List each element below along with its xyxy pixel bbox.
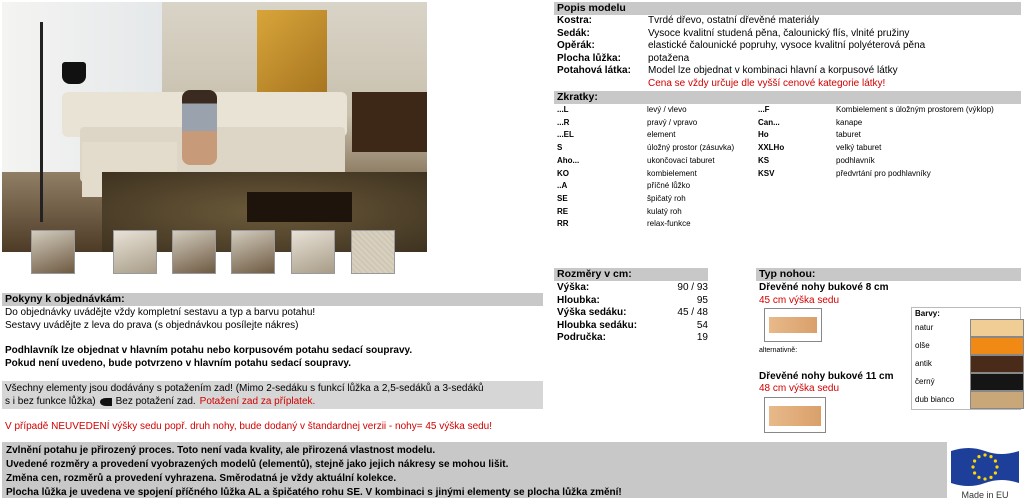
color-name: natur bbox=[915, 323, 934, 332]
abbr-code: KS bbox=[758, 155, 770, 165]
popis-label: Potahová látka: bbox=[557, 65, 631, 76]
eu-flag-icon bbox=[949, 443, 1021, 487]
sideboard bbox=[352, 92, 427, 152]
footer-notes bbox=[2, 442, 947, 498]
abbr-desc: Kombielement s úložným prostorem (výklop) bbox=[836, 105, 994, 114]
zkratky-left bbox=[557, 104, 757, 231]
abbr-code: ...R bbox=[557, 117, 570, 127]
popis-label: Plocha lůžka: bbox=[557, 52, 621, 64]
dim-label: Výška sedáku: bbox=[557, 307, 627, 318]
color-swatch[interactable] bbox=[970, 337, 1024, 355]
thumbnail-5[interactable] bbox=[291, 230, 335, 274]
dim-value: 54 bbox=[696, 319, 708, 331]
popis-value: Tvrdé dřevo, ostatní dřevěné materiály bbox=[648, 15, 820, 26]
abbr-code: ...F bbox=[758, 105, 770, 114]
wall-painting bbox=[257, 10, 327, 95]
dim-value: 45 / 48 bbox=[677, 307, 708, 318]
eu-star bbox=[983, 477, 986, 480]
eu-star bbox=[995, 465, 998, 468]
popis-value: potažena bbox=[648, 52, 690, 64]
coffee-table bbox=[247, 192, 352, 222]
barvy-box bbox=[911, 307, 1021, 410]
popis-header: Popis modelu bbox=[554, 2, 1021, 15]
abbr-code: KO bbox=[557, 168, 569, 178]
eu-badge-label: Made in EU bbox=[961, 490, 1009, 500]
zkratky-right bbox=[758, 104, 1021, 180]
leg2-note: 48 cm výška sedu bbox=[759, 383, 840, 394]
dim-value: 90 / 93 bbox=[677, 282, 708, 293]
rozmery-table bbox=[557, 282, 708, 345]
pokyny-gray-box bbox=[2, 381, 543, 409]
color-name: dub bianco bbox=[915, 395, 955, 404]
lamp-shade bbox=[62, 62, 86, 84]
popis-table bbox=[557, 15, 1021, 90]
pokyny-line1: Do objednávky uvádějte vždy kompletní sestavu a typ a barvu potahu! bbox=[5, 307, 316, 318]
leg1-title: Dřevěné nohy bukové 8 cm bbox=[759, 282, 889, 293]
popis-value: Vysoce kvalitní studená pěna, čalounický flís, vlnité pružiny bbox=[648, 27, 910, 39]
color-swatch[interactable] bbox=[970, 391, 1024, 409]
pokyny-gray2a: s i bez funkce lůžka) bbox=[5, 395, 96, 407]
pokyny-line2: Sestavy uvádějte z leva do prava (s objednávkou posílejte nákres) bbox=[5, 320, 299, 331]
abbr-code: Aho... bbox=[557, 155, 580, 165]
color-name: olše bbox=[915, 341, 930, 350]
abbr-code: Can... bbox=[758, 117, 780, 127]
abbr-desc: ukončovací taburet bbox=[647, 155, 715, 165]
abbr-code: XXLHo bbox=[758, 143, 785, 153]
footer-line: Změna cen, rozměrů a provedení vyhrazena. Směrodatná je vždy aktuální kolekce. bbox=[6, 473, 397, 484]
thumbnail-1[interactable] bbox=[31, 230, 75, 274]
alternative-label: alternativně: bbox=[759, 347, 798, 354]
abbr-desc: relax-funkce bbox=[647, 219, 691, 229]
footer-line: Plocha lůžka je uvedena ve spojení příčného lůžka AL a špičatého rohu SE. V kombinaci s jinými elementy se plocha lůžka změní! bbox=[6, 487, 622, 498]
footer-line: Uvedené rozměry a provedení vyobrazených modelů (elementů), stejně jako jejich nákresy se mohou lišit. bbox=[6, 459, 509, 470]
pokyny-header: Pokyny k objednávkám: bbox=[2, 293, 543, 306]
abbr-code: ...EL bbox=[557, 130, 574, 140]
pokyny-gray2b: Bez potažení zad. bbox=[115, 395, 196, 407]
abbr-code: S bbox=[557, 143, 563, 153]
pokyny-red-note: V případě NEUVEDENÍ výšky sedu popř. druh nohy, bude dodaný v štandardnej verzii - nohy= 45 výška sedu! bbox=[5, 421, 493, 432]
abbr-desc: velký taburet bbox=[836, 143, 882, 153]
abbr-desc: příčné lůžko bbox=[647, 181, 691, 191]
footer-line: Zvlnění potahu je přirozený proces. Toto není vada kvality, ale přirozená vlastnost modelu. bbox=[6, 445, 436, 456]
eu-star bbox=[973, 459, 976, 462]
abbr-code: KSV bbox=[758, 168, 775, 178]
thumbnail-4[interactable] bbox=[231, 230, 275, 274]
product-photo bbox=[2, 2, 427, 252]
abbr-desc: kulatý roh bbox=[647, 206, 682, 216]
color-swatch[interactable] bbox=[970, 373, 1024, 391]
abbr-desc: kanape bbox=[836, 117, 863, 127]
eu-star bbox=[971, 465, 974, 468]
eu-badge bbox=[949, 443, 1021, 498]
popis-label: Sedák: bbox=[557, 27, 590, 39]
price-note: Cena se vždy určuje dle vyšší cenové kategorie látky! bbox=[648, 77, 886, 89]
woman-figure bbox=[182, 90, 217, 165]
abbr-code: RE bbox=[557, 206, 569, 216]
eu-star bbox=[973, 471, 976, 474]
abbr-code: ...L bbox=[557, 105, 569, 114]
eu-star bbox=[994, 459, 997, 462]
abbr-desc: špičatý roh bbox=[647, 193, 686, 203]
dim-label: Područka: bbox=[557, 332, 606, 343]
color-name: antik bbox=[915, 359, 932, 368]
abbr-desc: předvrtání pro podhlavníky bbox=[836, 168, 931, 178]
color-name: černý bbox=[915, 377, 935, 386]
rozmery-header: Rozměry v cm: bbox=[554, 268, 708, 281]
abbr-desc: úložný prostor (zásuvka) bbox=[647, 143, 735, 153]
popis-label: Opěrák: bbox=[557, 40, 595, 51]
leg1-note: 45 cm výška sedu bbox=[759, 295, 840, 306]
abbr-desc: podhlavník bbox=[836, 155, 875, 165]
popis-value: Model lze objednat v kombinaci hlavní a korpusové látky bbox=[648, 65, 898, 76]
no-back-icon bbox=[100, 398, 112, 406]
eu-star bbox=[977, 476, 980, 479]
popis-label: Kostra: bbox=[557, 15, 593, 26]
zkratky-header: Zkratky: bbox=[554, 91, 1021, 104]
eu-star bbox=[977, 455, 980, 458]
abbr-code: Ho bbox=[758, 130, 769, 140]
dim-value: 19 bbox=[696, 332, 708, 343]
dim-label: Hloubka: bbox=[557, 294, 600, 306]
color-swatch[interactable] bbox=[970, 355, 1024, 373]
barvy-header: Barvy: bbox=[915, 309, 940, 318]
eu-star bbox=[989, 455, 992, 458]
thumbnail-fabric[interactable] bbox=[351, 230, 395, 274]
abbr-code: SE bbox=[557, 193, 568, 203]
dim-label: Hloubka sedáku: bbox=[557, 319, 638, 331]
thumbnail-2[interactable] bbox=[113, 230, 157, 274]
popis-value: elastické čalounické popruhy, vysoce kvalitní polyéterová pěna bbox=[648, 40, 926, 51]
dim-label: Výška: bbox=[557, 282, 590, 293]
floor-lamp bbox=[40, 22, 43, 222]
abbr-code: RR bbox=[557, 219, 569, 229]
dim-value: 95 bbox=[696, 294, 708, 306]
abbr-desc: kombielement bbox=[647, 168, 697, 178]
abbr-desc: element bbox=[647, 130, 676, 140]
pokyny-bold2: Pokud není uvedeno, bude potvrzeno v hlavním potahu sedací soupravy. bbox=[5, 358, 351, 369]
pokyny-gray1: Všechny elementy jsou dodávány s potažením zad! (Mimo 2-sedáku s funkcí lůžka a 2,5-sedáků a 3-sedáků bbox=[5, 383, 484, 394]
abbr-code: ..A bbox=[557, 181, 568, 191]
pokyny-bold1: Podhlavník lze objednat v hlavním potahu nebo korpusovém potahu sedací soupravy. bbox=[5, 345, 413, 356]
color-swatch[interactable] bbox=[970, 319, 1024, 337]
nohy-header: Typ nohou: bbox=[756, 268, 1021, 281]
abbr-desc: taburet bbox=[836, 130, 861, 140]
abbr-desc: pravý / vpravo bbox=[647, 117, 698, 127]
abbr-desc: levý / vlevo bbox=[647, 105, 687, 114]
pokyny-gray2c: Potažení zad za příplatek. bbox=[199, 395, 316, 407]
eu-star bbox=[989, 476, 992, 479]
leg2-image bbox=[764, 397, 826, 433]
leg1-image bbox=[764, 308, 822, 342]
leg2-title: Dřevěné nohy bukové 11 cm bbox=[759, 371, 894, 382]
eu-star bbox=[983, 453, 986, 456]
thumbnail-3[interactable] bbox=[172, 230, 216, 274]
eu-star bbox=[994, 471, 997, 474]
